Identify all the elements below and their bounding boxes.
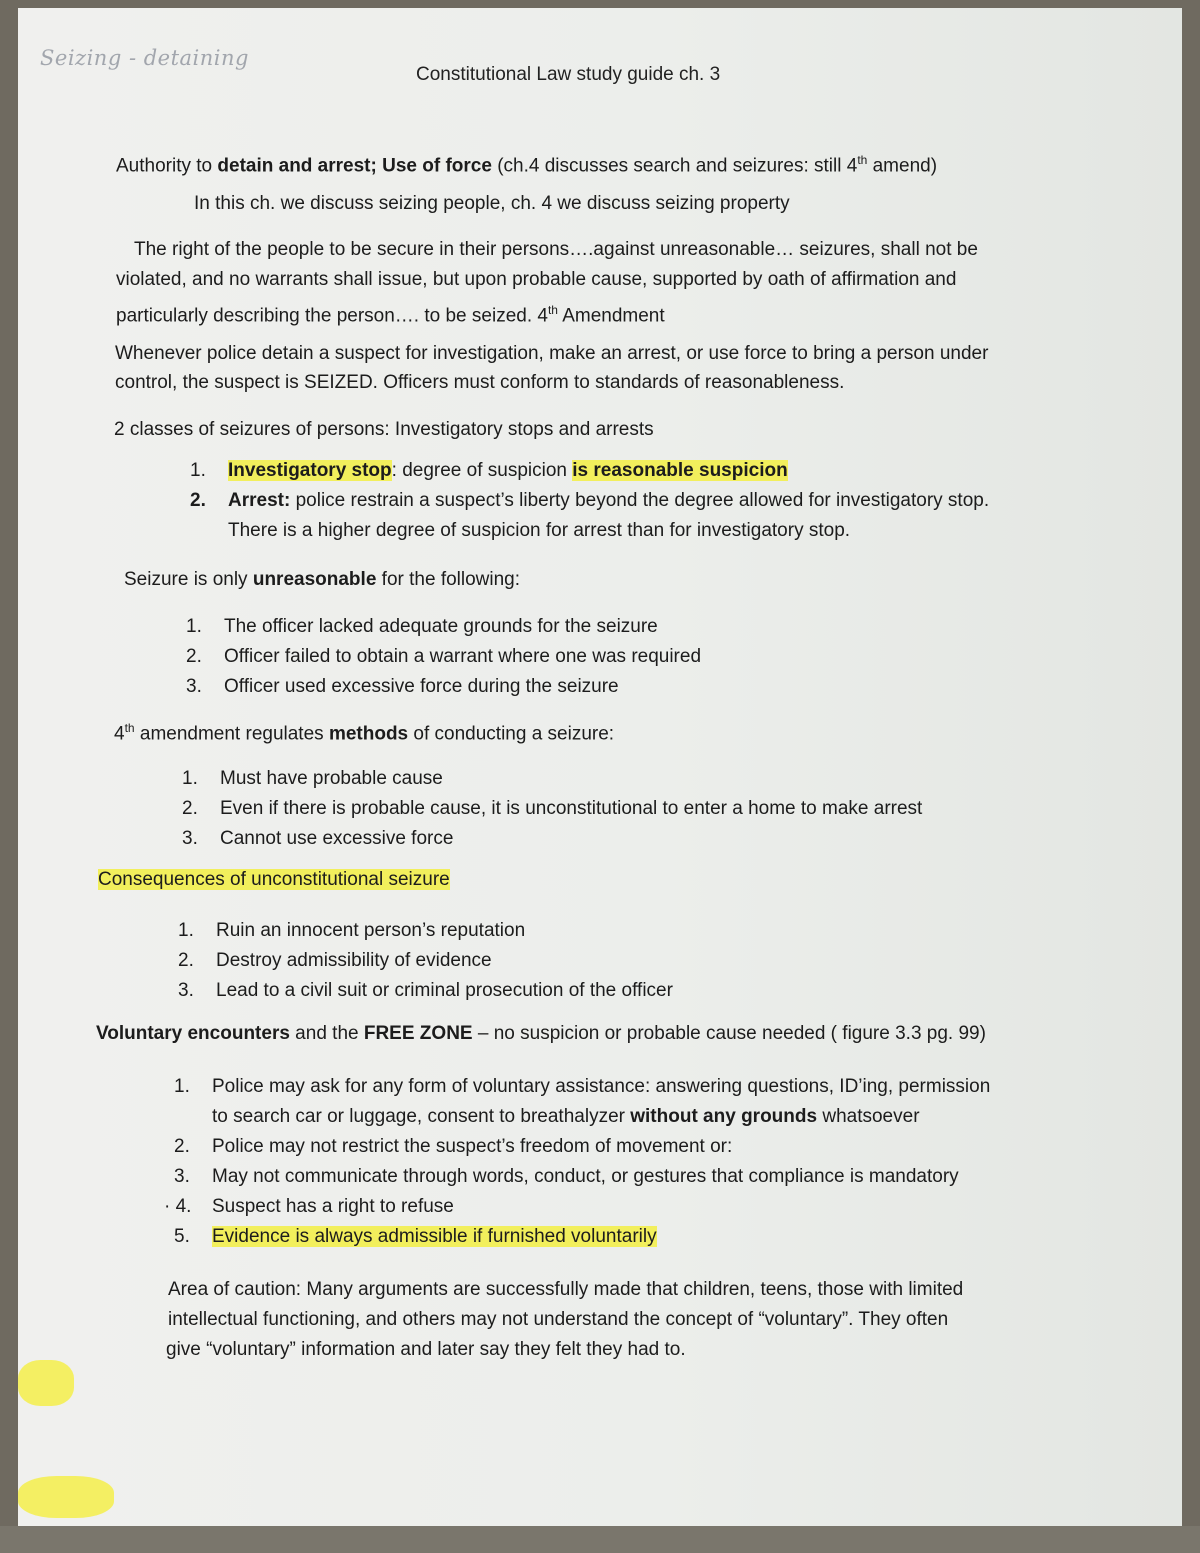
document-page	[18, 8, 1182, 1526]
section-heading-authority: Authority to detain and arrest; Use of force (ch.4 discusses search and seizures: still 4th amend)	[116, 153, 938, 177]
seizure-definition-line: control, the suspect is SEIZED. Officers must conform to standards of reasonableness.	[115, 372, 845, 393]
list-item: 2. Destroy admissibility of evidence	[178, 950, 492, 971]
list-item: 2. Police may not restrict the suspect’s freedom of movement or:	[174, 1136, 733, 1157]
quote-line: The right of the people to be secure in their persons….against unreasonable… seizures, shall not be	[134, 239, 978, 260]
list-item: 3. May not communicate through words, conduct, or gestures that compliance is mandatory	[174, 1166, 959, 1187]
caution-line: Area of caution: Many arguments are successfully made that children, teens, those with limited	[168, 1279, 964, 1300]
classes-list	[190, 456, 989, 546]
handwritten-margin-note: Seizing - detaining	[40, 46, 249, 70]
quote-line: particularly describing the person…. to be seized. 4th Amendment	[116, 303, 665, 327]
highlighter-mark	[18, 1476, 114, 1518]
methods-list	[182, 764, 922, 854]
list-item: 3. Officer used excessive force during the seizure	[186, 676, 619, 697]
seizure-definition-line: Whenever police detain a suspect for investigation, make an arrest, or use force to bring a person under	[115, 343, 989, 364]
list-item: 2. Officer failed to obtain a warrant where one was required	[186, 646, 702, 667]
list-item: 2. Arrest: police restrain a suspect’s liberty beyond the degree allowed for investigatory stop. There is a higher degree of suspicion for arrest than for investigatory stop.	[190, 490, 990, 541]
unreasonable-list	[186, 612, 701, 702]
list-item: 2. Even if there is probable cause, it is unconstitutional to enter a home to make arrest	[182, 798, 923, 819]
intro-text: In this ch. we discuss seizing people, ch. 4 we discuss seizing property	[194, 193, 790, 214]
voluntary-list	[164, 1072, 991, 1252]
caution-line: give “voluntary” information and later say they felt they had to.	[166, 1339, 686, 1360]
document-title: Constitutional Law study guide ch. 3	[416, 64, 721, 85]
unreasonable-intro: Seizure is only unreasonable for the following:	[124, 569, 521, 590]
list-item: 1. Ruin an innocent person’s reputation	[178, 920, 526, 941]
list-item: 1. Investigatory stop: degree of suspicion is reasonable suspicion	[190, 460, 788, 481]
list-item: 3. Cannot use excessive force	[182, 828, 454, 849]
list-item: 1. Must have probable cause	[182, 768, 443, 789]
list-item: 1. Police may ask for any form of voluntary assistance: answering questions, ID’ing, permission to search car or luggage, consent to breathalyzer without any grounds whatsoever	[174, 1076, 991, 1127]
quote-line: violated, and no warrants shall issue, but upon probable cause, supported by oath of affirmation and	[116, 269, 957, 290]
consequences-heading: Consequences of unconstitutional seizure	[98, 869, 450, 890]
list-item: 5. Evidence is always admissible if furnished voluntarily	[174, 1226, 657, 1247]
caution-line: intellectual functioning, and others may not understand the concept of “voluntary”. They often	[168, 1309, 949, 1330]
highlighter-mark	[18, 1360, 74, 1406]
table-surface	[0, 1526, 1200, 1553]
methods-intro: 4th amendment regulates methods of conducting a seizure:	[114, 721, 615, 745]
consequences-list	[178, 916, 673, 1006]
list-item: · 4. Suspect has a right to refuse	[164, 1196, 454, 1217]
classes-intro: 2 classes of seizures of persons: Investigatory stops and arrests	[114, 419, 654, 440]
list-item: 3. Lead to a civil suit or criminal prosecution of the officer	[178, 980, 673, 1001]
list-item: 1. The officer lacked adequate grounds for the seizure	[186, 616, 658, 637]
voluntary-heading: Voluntary encounters and the FREE ZONE – no suspicion or probable cause needed ( figure 3.3 pg. 99)	[96, 1023, 986, 1044]
